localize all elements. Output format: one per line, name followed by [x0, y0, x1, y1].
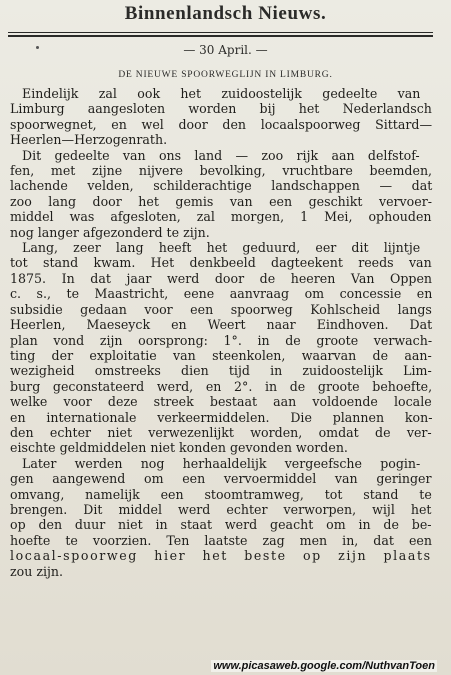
- text-line: subsidie gedaan voor een spoorweg Kohlscheid langs: [10, 301, 432, 317]
- header-rule-top: [8, 32, 433, 33]
- text-line: wezigheid omstreeks dien tijd in zuidoostelijk Lim-: [10, 363, 432, 379]
- text-line: op den duur niet in staat werd geacht om in de be-: [10, 517, 432, 533]
- text-line: Heerlen, Maeseyck en Weert naar Eindhoven. Dat: [10, 317, 433, 333]
- text-line: omvang, namelijk een stoomtramweg, tot stand te: [10, 486, 432, 502]
- text-line: Lang, zeer lang heeft het geduurd, eer dit lijntje: [22, 240, 421, 256]
- text-line: eischte geldmiddelen niet konden gevonden worden.: [10, 440, 348, 456]
- text-line: den echter niet verwezenlijkt worden, omdat de ver-: [10, 424, 432, 440]
- text-line: en internationale verkeermiddelen. Die plannen kon-: [10, 409, 433, 425]
- section-title: Binnenlandsch Nieuws.: [124, 3, 327, 24]
- text-line: welke voor deze streek bestaat aan voldoende locale: [10, 394, 432, 410]
- watermark-url: www.picasaweb.google.com/NuthvanToen: [213, 660, 435, 672]
- article-headline: DE NIEUWE SPOORWEGLIJN IN LIMBURG.: [118, 70, 333, 80]
- text-line: 1875. In dat jaar werd door de heeren Van Oppen: [10, 270, 433, 286]
- dateline: — 30 April. —: [183, 43, 268, 57]
- text-line: zoo lang door het gemis van een geschikt vervoer-: [10, 193, 432, 209]
- text-line: Later werden nog herhaaldelijk vergeefsche pogin-: [22, 455, 421, 471]
- text-line: zou zijn.: [10, 563, 64, 579]
- text-line: ting der exploitatie van steenkolen, waarvan de aan-: [10, 347, 432, 363]
- text-line: hoefte te voorzien. Ten laatste zag men in, dat een: [10, 532, 432, 548]
- text-line: Limburg aangesloten worden bij het Nederlandsch: [10, 101, 432, 117]
- text-line: tot stand kwam. Het denkbeeld dagteekent reeds van: [10, 255, 432, 271]
- text-line: middel was afgesloten, zal morgen, 1 Mei, ophouden: [10, 209, 432, 225]
- text-line: plan vond zijn oorsprong: 1°. in de groote verwach-: [10, 332, 433, 348]
- text-line: burg geconstateerd werd, en 2°. in de groote behoefte,: [10, 378, 433, 394]
- text-line: locaal-spoorweg hier het beste op zijn plaats: [10, 548, 432, 564]
- text-line: gen aangewend om een vervoermiddel van geringer: [10, 471, 432, 487]
- text-line: Dit gedeelte van ons land — zoo rijk aan delfstof-: [22, 147, 420, 163]
- text-line: brengen. Dit middel werd echter verworpen, wijl het: [10, 501, 432, 517]
- text-line: c. s., te Maastricht, eene aanvraag om concessie en: [10, 286, 433, 302]
- text-line: spoorwegnet, en wel door den locaalspoorweg Sittard—: [10, 116, 433, 132]
- text-line: Eindelijk zal ook het zuidoostelijk gedeelte van: [22, 86, 421, 101]
- text-line: lachende velden, schilderachtige landschappen — dat: [10, 178, 433, 194]
- article-body: [10, 86, 432, 579]
- header-rule-bottom: [8, 35, 433, 37]
- text-line: Heerlen—Herzogenrath.: [10, 132, 168, 148]
- text-line: nog langer afgezonderd te zijn.: [10, 224, 210, 240]
- text-line: fen, met zijne nijvere bevolking, vruchtbare beemden,: [10, 163, 433, 179]
